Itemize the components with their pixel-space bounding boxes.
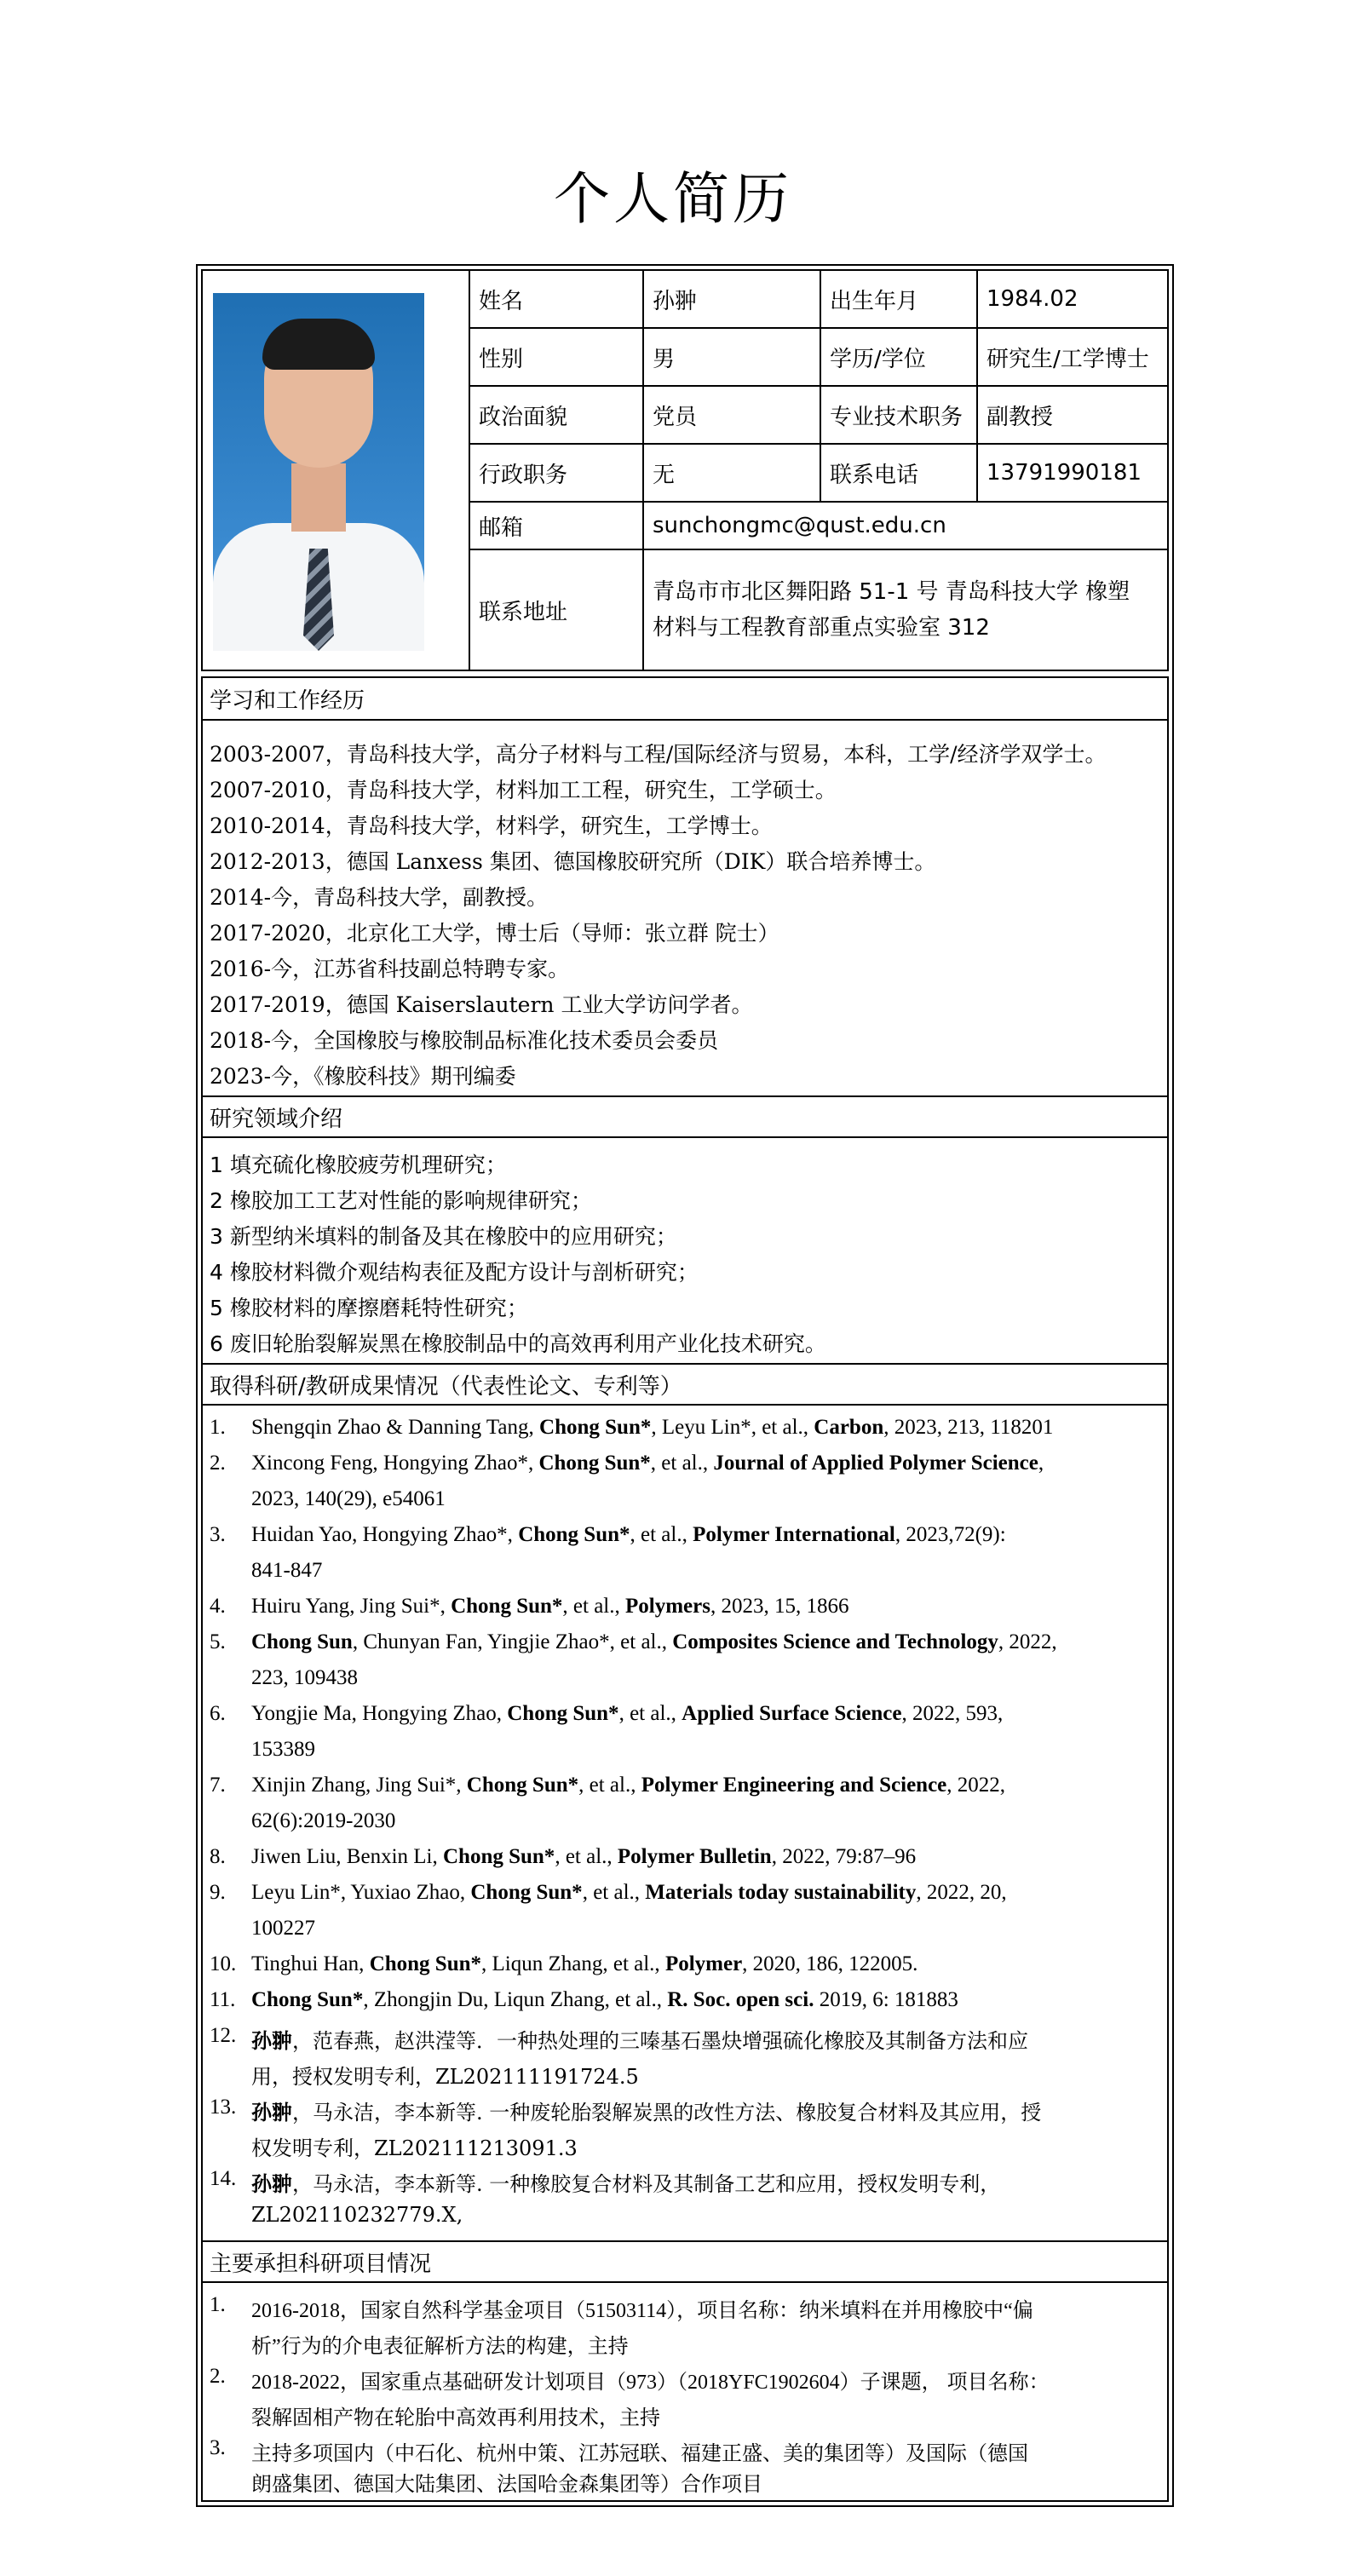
- birth-label: 出生年月: [821, 271, 978, 329]
- projects-heading: 主要承担科研项目情况: [203, 2240, 1167, 2283]
- publication-item: Huidan Yao, Hongying Zhao*, Chong Sun*, et al., Polymer International, 2023,72(9):: [251, 1523, 1006, 1546]
- publication-item-cont: 841-847: [251, 1559, 323, 1582]
- project-item: 主持多项国内（中石化、杭州中策、江苏冠联、福建正盛、美的集团等）及国际（德国: [251, 2443, 1028, 2465]
- pub-number: 12.: [210, 2024, 237, 2047]
- project-item-cont: 析”行为的介电表征解析方法的构建，主持: [251, 2336, 629, 2358]
- education-label: 学历/学位: [821, 329, 978, 387]
- professional-title-label: 专业技术职务: [821, 387, 978, 445]
- publication-item: Huiru Yang, Jing Sui*, Chong Sun*, et al., Polymers, 2023, 15, 1866: [251, 1595, 849, 1618]
- email-label: 邮箱: [470, 503, 644, 550]
- research-item: 4 橡胶材料微介观结构表征及配方设计与剖析研究；: [210, 1260, 699, 1285]
- address-line-2: 材料与工程教育部重点实验室 312: [653, 615, 990, 641]
- resume-sections: [201, 676, 1169, 2502]
- research-item: 6 废旧轮胎裂解炭黑在橡胶制品中的高效再利用产业化技术研究。: [210, 1331, 826, 1356]
- publication-item-cont: 153389: [251, 1738, 315, 1761]
- publication-item-cont: 62(6):2019-2030: [251, 1809, 396, 1832]
- pub-number: 6.: [210, 1702, 226, 1725]
- pub-number: 2.: [210, 1452, 226, 1475]
- publication-item: Xinjin Zhang, Jing Sui*, Chong Sun*, et al., Polymer Engineering and Science, 2022,: [251, 1774, 1006, 1797]
- pub-number: 8.: [210, 1845, 226, 1868]
- pub-number: 4.: [210, 1595, 226, 1618]
- pub-number: 9.: [210, 1881, 226, 1904]
- publication-item: Chong Sun, Chunyan Fan, Yingjie Zhao*, et al., Composites Science and Technology, 2022,: [251, 1630, 1057, 1653]
- research-item: 1 填充硫化橡胶疲劳机理研究；: [210, 1153, 507, 1177]
- pub-number: 14.: [210, 2167, 237, 2190]
- email-value: sunchongmc@qust.edu.cn: [644, 503, 1167, 550]
- experience-item: 2007-2010，青岛科技大学，材料加工工程，研究生，工学硕士。: [210, 778, 837, 802]
- publication-item-cont: 2023, 140(29), e54061: [251, 1487, 446, 1510]
- patent-item: 孙翀，马永洁，李本新等. 一种橡胶复合材料及其制备工艺和应用，授权发明专利，: [251, 2171, 1001, 2196]
- publication-item: Yongjie Ma, Hongying Zhao, Chong Sun*, et al., Applied Surface Science, 2022, 593,: [251, 1702, 1004, 1725]
- profile-photo: [213, 293, 424, 651]
- phone-label: 联系电话: [821, 445, 978, 503]
- research-item: 2 橡胶加工工艺对性能的影响规律研究；: [210, 1188, 592, 1213]
- experience-item: 2016-今，江苏省科技副总特聘专家。: [210, 957, 570, 981]
- experience-heading: 学习和工作经历: [203, 678, 1167, 721]
- experience-item: 2023-今，《橡胶科技》期刊编委: [210, 1064, 516, 1089]
- pub-number: 3.: [210, 1523, 226, 1546]
- pub-number: 11.: [210, 1988, 236, 2011]
- patent-item: 孙翀，范春燕，赵洪滢等．一种热处理的三嗪基石墨炔增强硫化橡胶及其制备方法和应: [251, 2028, 1028, 2053]
- gender-value: 男: [644, 329, 821, 387]
- pub-number: 5.: [210, 1630, 226, 1653]
- pub-number: 10.: [210, 1952, 237, 1975]
- research-heading: 研究领域介绍: [203, 1095, 1167, 1138]
- experience-item: 2017-2019，德国 Kaiserslautern 工业大学访问学者。: [210, 992, 753, 1017]
- publication-item: Leyu Lin*, Yuxiao Zhao, Chong Sun*, et al., Materials today sustainability, 2022, 20,: [251, 1881, 1007, 1904]
- experience-item: 2017-2020，北京化工大学，博士后（导师：张立群 院士）: [210, 921, 779, 946]
- project-number: 1.: [210, 2293, 226, 2316]
- phone-value: 13791990181: [978, 445, 1167, 503]
- admin-value: 无: [644, 445, 821, 503]
- political-label: 政治面貌: [470, 387, 644, 445]
- professional-title-value: 副教授: [978, 387, 1167, 445]
- patent-item-cont: 用，授权发明专利，ZL202111191724.5: [251, 2065, 639, 2089]
- project-item: 2018-2022，国家重点基础研发计划项目（973）（2018YFC1902604）子课题， 项目名称：: [251, 2372, 1050, 2394]
- project-item-cont: 朗盛集团、德国大陆集团、法国哈金森集团等）合作项目: [251, 2474, 762, 2496]
- pub-number: 13.: [210, 2096, 237, 2119]
- publication-item: Shengqin Zhao & Danning Tang, Chong Sun*, Leyu Lin*, et al., Carbon, 2023, 213, 118201: [251, 1416, 1054, 1439]
- research-item: 3 新型纳米填料的制备及其在橡胶中的应用研究；: [210, 1224, 677, 1249]
- research-item: 5 橡胶材料的摩擦磨耗特性研究；: [210, 1296, 528, 1320]
- experience-item: 2018-今，全国橡胶与橡胶制品标准化技术委员会委员: [210, 1028, 719, 1053]
- patent-item: 孙翀，马永洁，李本新等. 一种废轮胎裂解炭黑的改性方法、橡胶复合材料及其应用，授: [251, 2100, 1042, 2125]
- publication-item: Chong Sun*, Zhongjin Du, Liqun Zhang, et al., R. Soc. open sci. 2019, 6: 181883: [251, 1988, 958, 2011]
- pub-number: 1.: [210, 1416, 226, 1439]
- name-value: 孙翀: [644, 271, 821, 329]
- project-item-cont: 裂解固相产物在轮胎中高效再利用技术，主持: [251, 2407, 660, 2429]
- address-line-1: 青岛市市北区舞阳路 51-1 号 青岛科技大学 橡塑: [653, 579, 1130, 605]
- personal-info-table: [201, 269, 1169, 671]
- education-value: 研究生/工学博士: [978, 329, 1167, 387]
- publication-item-cont: 100227: [251, 1917, 315, 1940]
- page-title: 个人简历: [554, 166, 792, 232]
- birth-value: 1984.02: [978, 271, 1167, 329]
- admin-label: 行政职务: [470, 445, 644, 503]
- patent-item-cont: ZL202110232779.X,: [251, 2203, 463, 2227]
- patent-item-cont: 权发明专利，ZL202111213091.3: [251, 2136, 578, 2160]
- project-number: 2.: [210, 2365, 226, 2388]
- experience-item: 2003-2007，青岛科技大学，高分子材料与工程/国际经济与贸易，本科，工学/经济学双学士。: [210, 742, 1107, 767]
- political-value: 党员: [644, 387, 821, 445]
- publication-item: Tinghui Han, Chong Sun*, Liqun Zhang, et al., Polymer, 2020, 186, 122005.: [251, 1952, 918, 1975]
- experience-item: 2012-2013，德国 Lanxess 集团、德国橡胶研究所（DIK）联合培养博士。: [210, 849, 936, 874]
- project-item: 2016-2018，国家自然科学基金项目（51503114），项目名称：纳米填料在并用橡胶中“偏: [251, 2300, 1033, 2322]
- project-number: 3.: [210, 2436, 226, 2459]
- pub-number: 7.: [210, 1774, 226, 1797]
- name-label: 姓名: [470, 271, 644, 329]
- address-label: 联系地址: [470, 550, 644, 670]
- gender-label: 性别: [470, 329, 644, 387]
- experience-item: 2010-2014，青岛科技大学，材料学，研究生，工学博士。: [210, 814, 773, 838]
- publication-item: Xincong Feng, Hongying Zhao*, Chong Sun*, et al., Journal of Applied Polymer Science,: [251, 1452, 1044, 1475]
- experience-item: 2014-今，青岛科技大学，副教授。: [210, 885, 549, 910]
- achievements-heading: 取得科研/教研成果情况（代表性论文、专利等）: [203, 1363, 1167, 1406]
- publication-item: Jiwen Liu, Benxin Li, Chong Sun*, et al., Polymer Bulletin, 2022, 79:87–96: [251, 1845, 917, 1868]
- address-value: [644, 550, 1167, 670]
- publication-item-cont: 223, 109438: [251, 1666, 358, 1689]
